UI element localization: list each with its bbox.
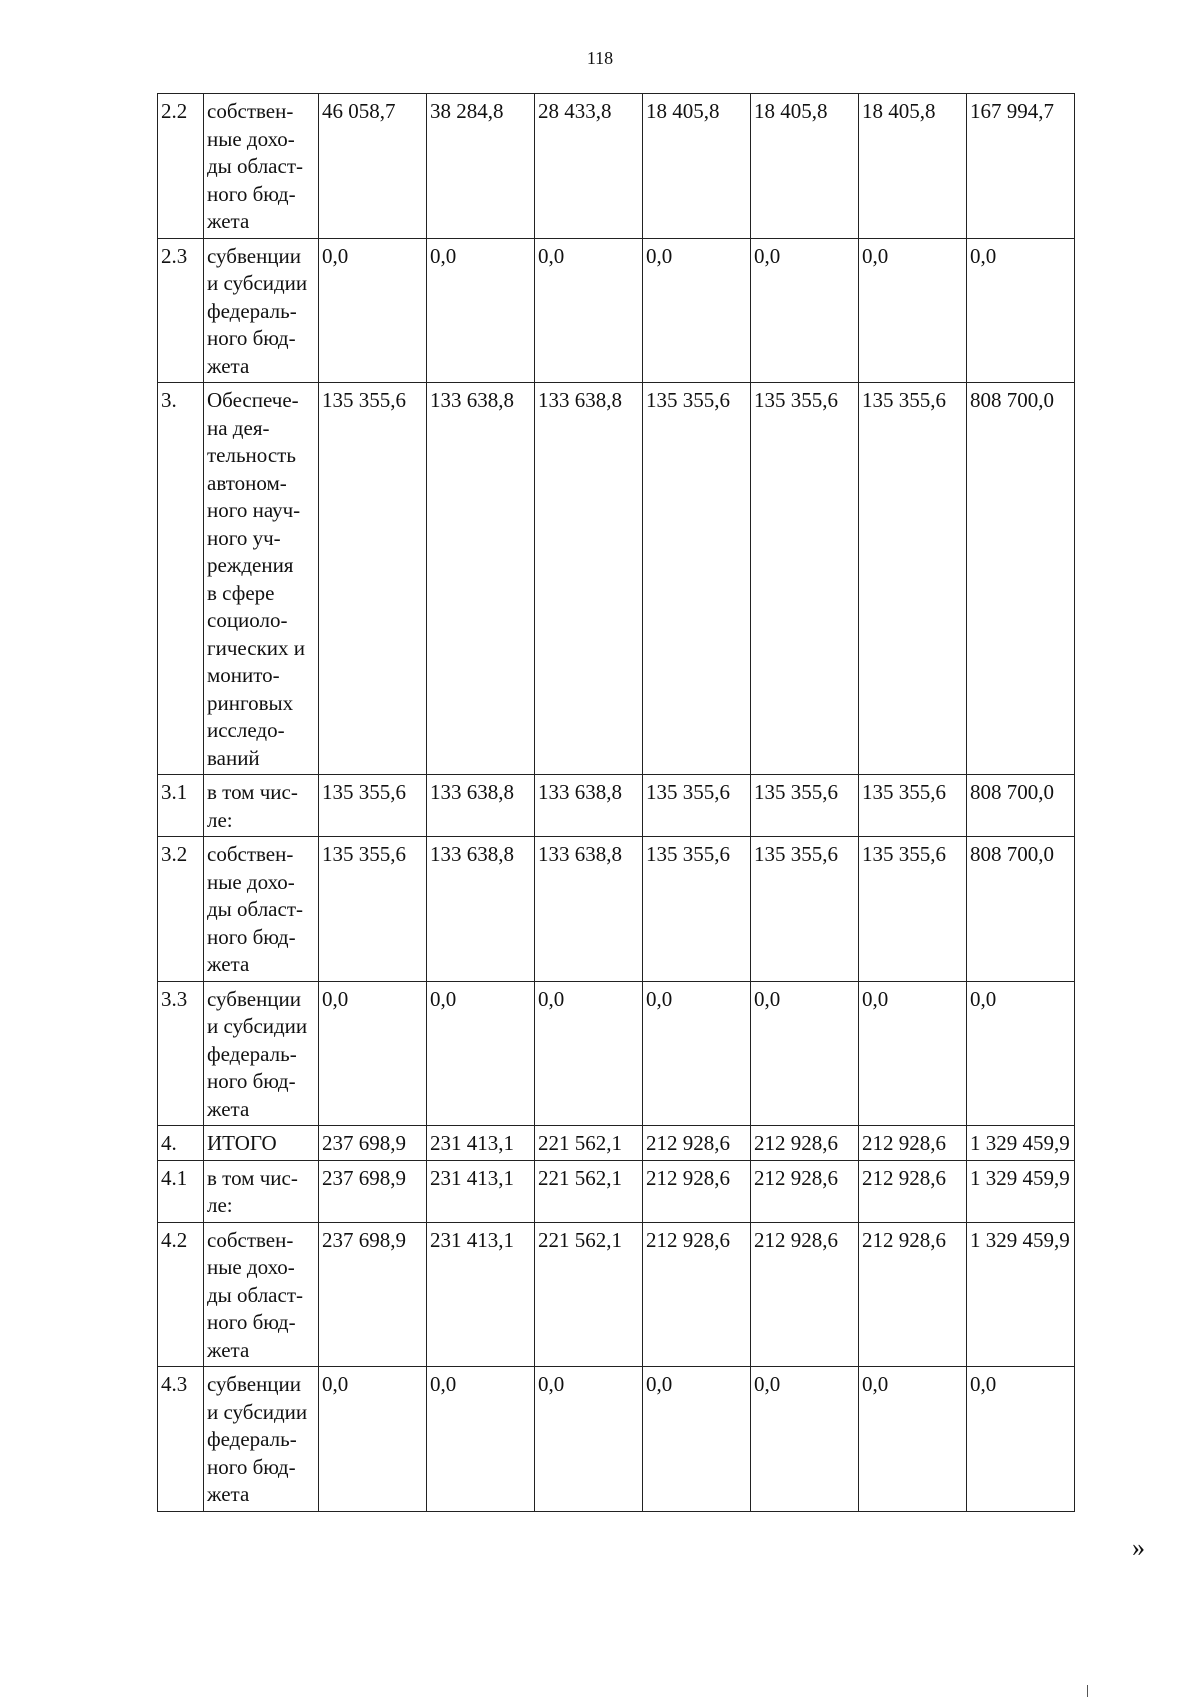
- row-value-cell: 237 698,9: [319, 1126, 427, 1161]
- row-value-cell: 212 928,6: [643, 1160, 751, 1222]
- row-total-cell: 1 329 459,9: [967, 1160, 1075, 1222]
- row-value-cell: 133 638,8: [535, 837, 643, 982]
- row-total-cell: 0,0: [967, 1367, 1075, 1512]
- row-label-cell: собствен- ные дохо- ды област- ного бюд- жета: [204, 837, 319, 982]
- row-value-cell: 0,0: [427, 981, 535, 1126]
- row-value-cell: 0,0: [319, 981, 427, 1126]
- row-value-cell: 0,0: [643, 238, 751, 383]
- row-number-cell: 2.2: [158, 94, 204, 239]
- row-value-cell: 0,0: [319, 1367, 427, 1512]
- row-total-cell: 808 700,0: [967, 837, 1075, 982]
- budget-table: [157, 93, 1075, 1512]
- table-row: [158, 1160, 1075, 1222]
- row-total-cell: 0,0: [967, 981, 1075, 1126]
- table-row: [158, 775, 1075, 837]
- row-value-cell: 212 928,6: [751, 1126, 859, 1161]
- table-row: [158, 383, 1075, 775]
- row-value-cell: 231 413,1: [427, 1126, 535, 1161]
- row-value-cell: 0,0: [319, 238, 427, 383]
- table-row: [158, 94, 1075, 239]
- row-value-cell: 135 355,6: [751, 775, 859, 837]
- table-row: [158, 238, 1075, 383]
- row-value-cell: 133 638,8: [427, 775, 535, 837]
- row-value-cell: 135 355,6: [643, 775, 751, 837]
- closing-quote-mark: »: [1132, 1533, 1145, 1562]
- row-value-cell: 133 638,8: [535, 775, 643, 837]
- row-label-cell: ИТОГО: [204, 1126, 319, 1161]
- row-value-cell: 0,0: [535, 1367, 643, 1512]
- row-value-cell: 0,0: [427, 1367, 535, 1512]
- row-number-cell: 3.: [158, 383, 204, 775]
- row-label-cell: Обеспече- на дея- тельность автоном- ного науч- ного уч- реждения в сфере социоло- гических и монито- ринговых исследо- ваний: [204, 383, 319, 775]
- row-value-cell: 212 928,6: [859, 1222, 967, 1367]
- row-value-cell: 212 928,6: [751, 1160, 859, 1222]
- row-total-cell: 1 329 459,9: [967, 1126, 1075, 1161]
- row-value-cell: 18 405,8: [859, 94, 967, 239]
- row-value-cell: 221 562,1: [535, 1160, 643, 1222]
- row-number-cell: 3.2: [158, 837, 204, 982]
- row-total-cell: 167 994,7: [967, 94, 1075, 239]
- row-value-cell: 28 433,8: [535, 94, 643, 239]
- row-value-cell: 231 413,1: [427, 1222, 535, 1367]
- row-value-cell: 133 638,8: [535, 383, 643, 775]
- row-value-cell: 135 355,6: [319, 383, 427, 775]
- row-label-cell: собствен- ные дохо- ды област- ного бюд- жета: [204, 1222, 319, 1367]
- row-value-cell: 231 413,1: [427, 1160, 535, 1222]
- scan-artifact-mark: [1087, 1685, 1088, 1697]
- row-total-cell: 1 329 459,9: [967, 1222, 1075, 1367]
- row-value-cell: 212 928,6: [751, 1222, 859, 1367]
- row-value-cell: 221 562,1: [535, 1126, 643, 1161]
- row-value-cell: 0,0: [859, 981, 967, 1126]
- table-row: [158, 1126, 1075, 1161]
- row-value-cell: 212 928,6: [859, 1126, 967, 1161]
- row-value-cell: 212 928,6: [859, 1160, 967, 1222]
- row-value-cell: 133 638,8: [427, 837, 535, 982]
- row-value-cell: 135 355,6: [751, 383, 859, 775]
- table-row: [158, 837, 1075, 982]
- row-value-cell: 0,0: [427, 238, 535, 383]
- row-value-cell: 0,0: [859, 1367, 967, 1512]
- row-value-cell: 135 355,6: [751, 837, 859, 982]
- row-label-cell: субвенции и субсидии федераль- ного бюд- жета: [204, 1367, 319, 1512]
- row-value-cell: 212 928,6: [643, 1126, 751, 1161]
- row-number-cell: 2.3: [158, 238, 204, 383]
- row-value-cell: 18 405,8: [751, 94, 859, 239]
- row-label-cell: субвенции и субсидии федераль- ного бюд- жета: [204, 238, 319, 383]
- row-value-cell: 0,0: [751, 1367, 859, 1512]
- table-row: [158, 1367, 1075, 1512]
- row-label-cell: субвенции и субсидии федераль- ного бюд- жета: [204, 981, 319, 1126]
- row-number-cell: 4.3: [158, 1367, 204, 1512]
- row-number-cell: 4.1: [158, 1160, 204, 1222]
- table-body: [158, 94, 1075, 1512]
- row-value-cell: 237 698,9: [319, 1222, 427, 1367]
- row-value-cell: 135 355,6: [859, 775, 967, 837]
- row-value-cell: 135 355,6: [319, 837, 427, 982]
- row-total-cell: 0,0: [967, 238, 1075, 383]
- row-label-cell: в том чис- ле:: [204, 775, 319, 837]
- row-value-cell: 135 355,6: [643, 837, 751, 982]
- row-value-cell: 212 928,6: [643, 1222, 751, 1367]
- row-value-cell: 46 058,7: [319, 94, 427, 239]
- row-value-cell: 135 355,6: [859, 383, 967, 775]
- row-number-cell: 4.2: [158, 1222, 204, 1367]
- page-number: 118: [586, 48, 614, 68]
- row-value-cell: 135 355,6: [859, 837, 967, 982]
- row-value-cell: 237 698,9: [319, 1160, 427, 1222]
- row-value-cell: 221 562,1: [535, 1222, 643, 1367]
- row-total-cell: 808 700,0: [967, 383, 1075, 775]
- table-row: [158, 1222, 1075, 1367]
- row-label-cell: в том чис- ле:: [204, 1160, 319, 1222]
- row-value-cell: 0,0: [643, 981, 751, 1126]
- row-value-cell: 0,0: [535, 238, 643, 383]
- table-row: [158, 981, 1075, 1126]
- row-label-cell: собствен- ные дохо- ды област- ного бюд- жета: [204, 94, 319, 239]
- row-number-cell: 4.: [158, 1126, 204, 1161]
- row-number-cell: 3.1: [158, 775, 204, 837]
- row-value-cell: 135 355,6: [643, 383, 751, 775]
- row-value-cell: 0,0: [751, 238, 859, 383]
- row-value-cell: 18 405,8: [643, 94, 751, 239]
- row-number-cell: 3.3: [158, 981, 204, 1126]
- row-value-cell: 0,0: [859, 238, 967, 383]
- row-value-cell: 0,0: [643, 1367, 751, 1512]
- row-value-cell: 0,0: [535, 981, 643, 1126]
- row-value-cell: 0,0: [751, 981, 859, 1126]
- row-value-cell: 135 355,6: [319, 775, 427, 837]
- row-value-cell: 38 284,8: [427, 94, 535, 239]
- row-value-cell: 133 638,8: [427, 383, 535, 775]
- row-total-cell: 808 700,0: [967, 775, 1075, 837]
